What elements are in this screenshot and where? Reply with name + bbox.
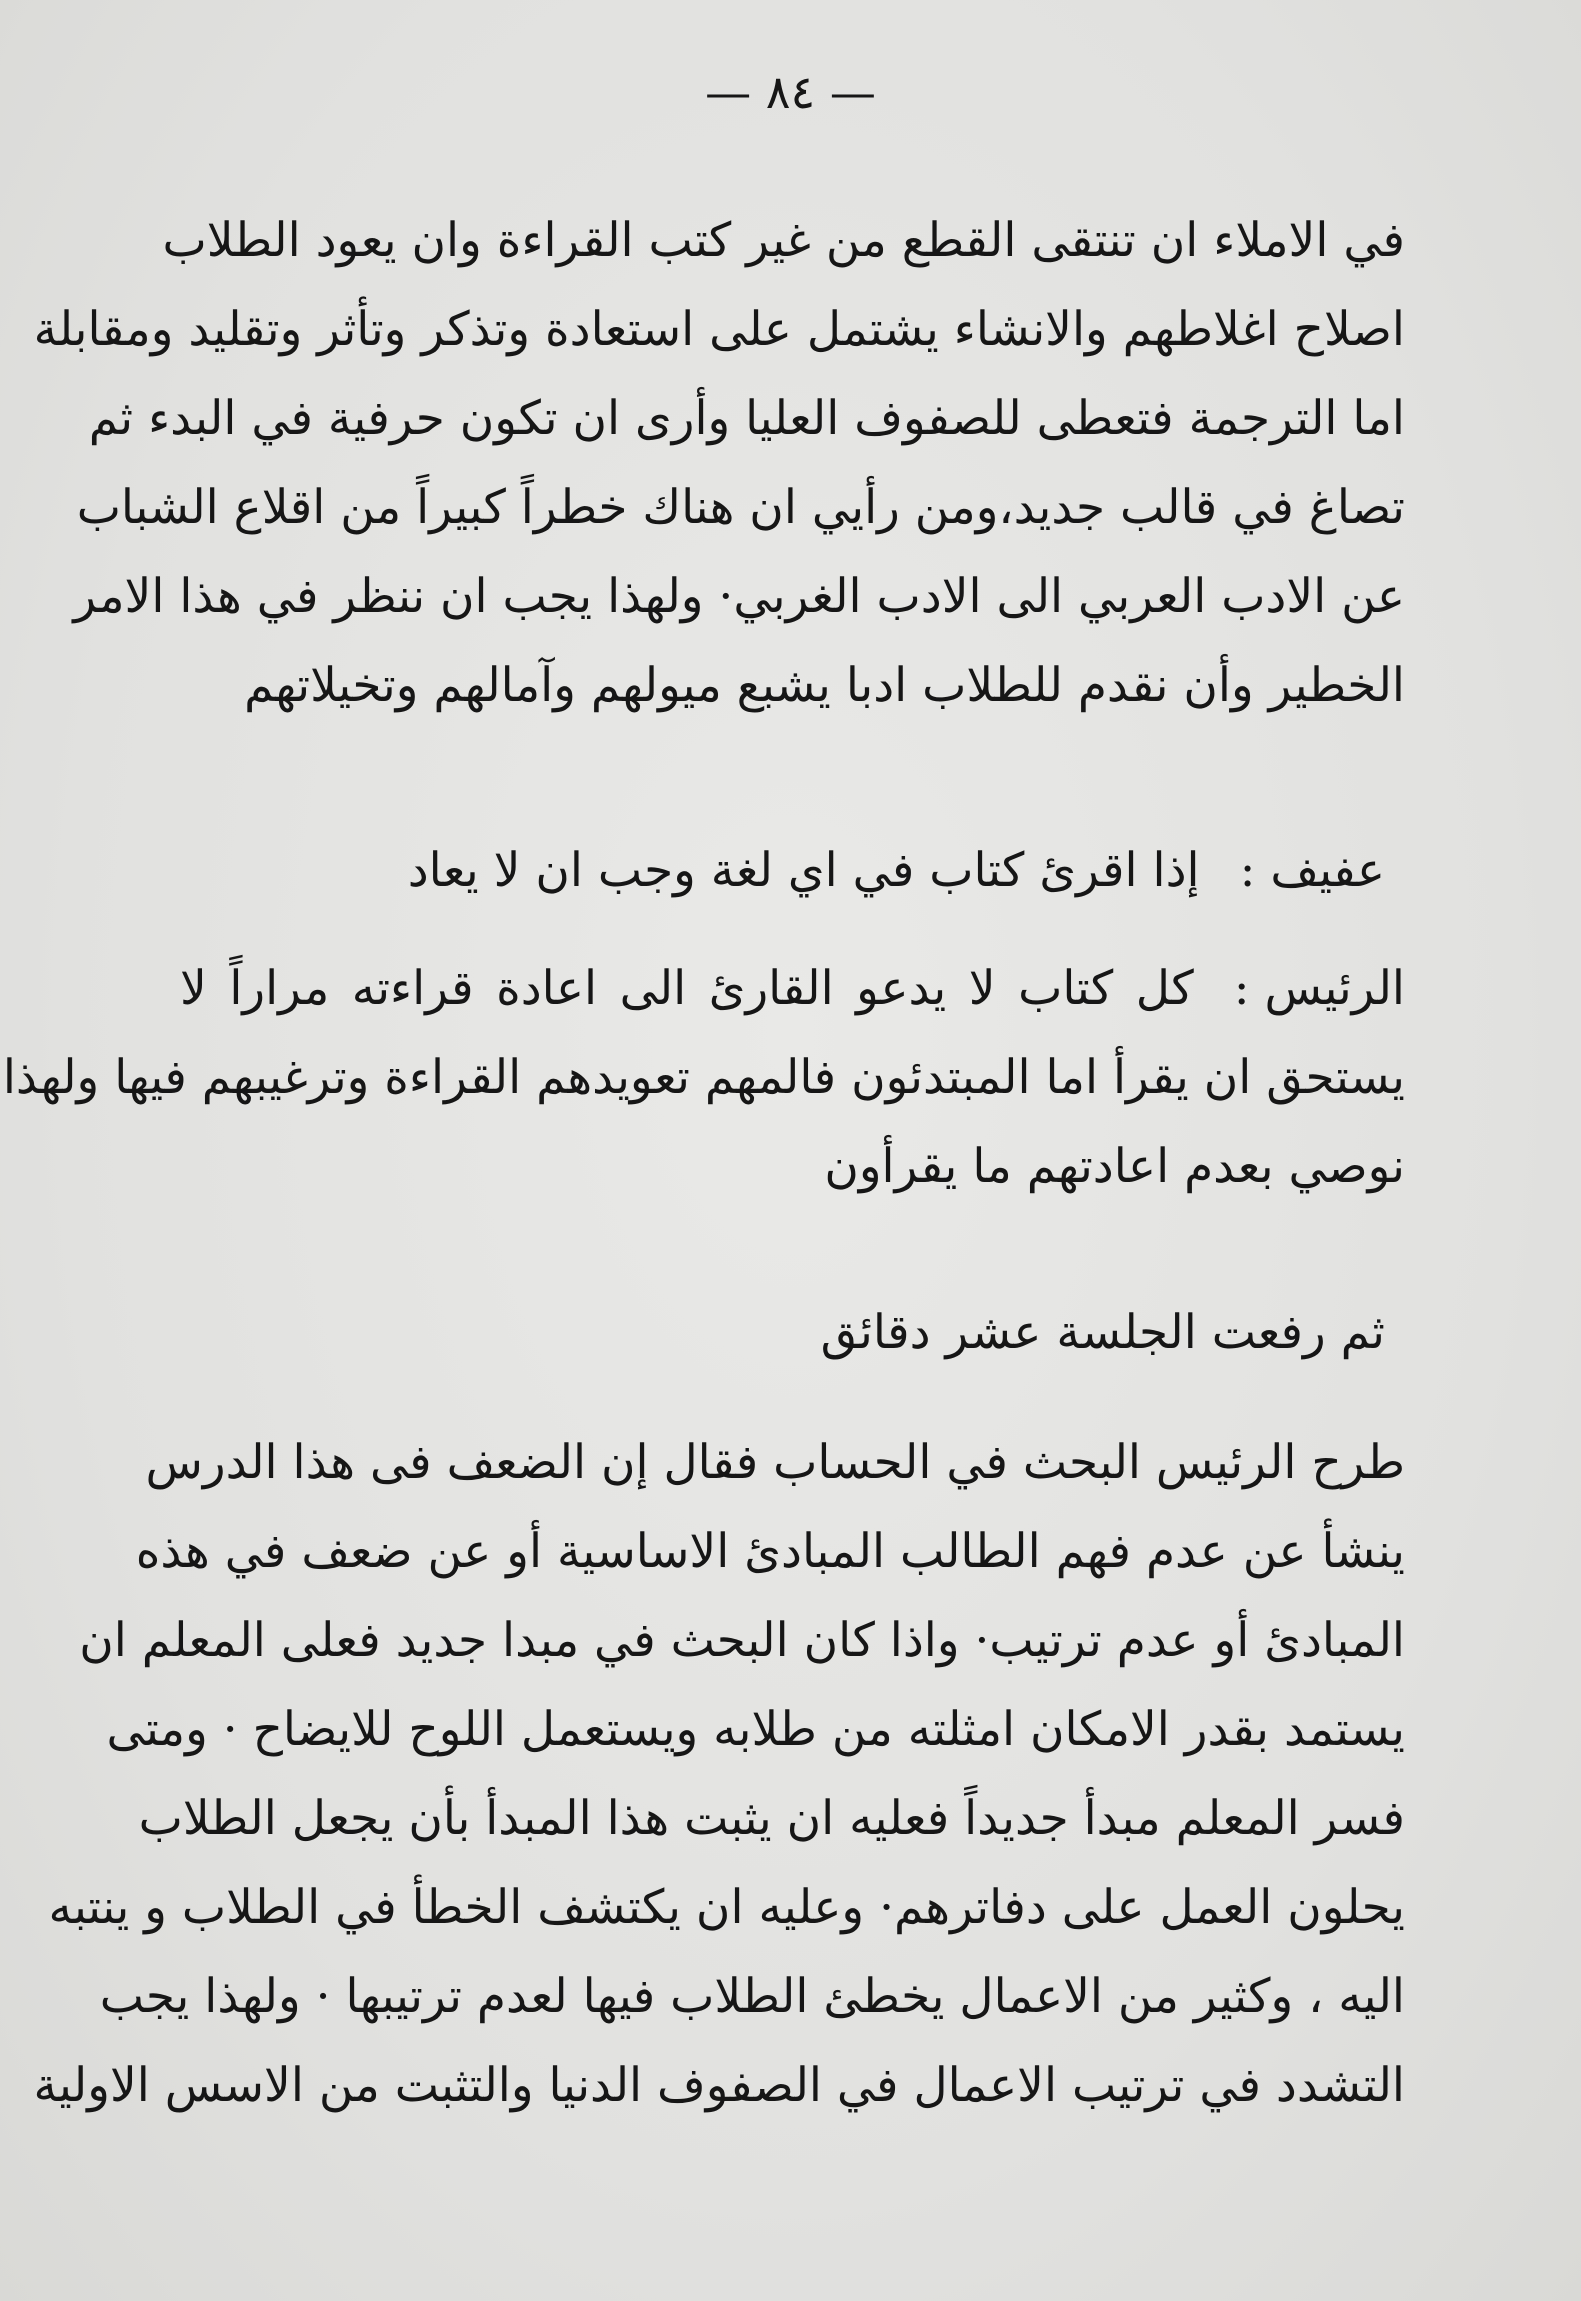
text-line: اما الترجمة فتعطى للصفوف العليا وأرى ان تكون حرفية في البدء ثم	[88, 391, 1405, 446]
paragraph-2	[180, 826, 1405, 915]
speech-text: كل كتاب لا يدعو القارئ الى اعادة قراءته مراراً لا	[180, 961, 1194, 1016]
text-line: طرح الرئيس البحث في الحساب فقال إن الضعف فى هذا الدرس	[145, 1435, 1405, 1490]
paragraph-3	[2, 944, 1405, 1211]
text-line: تصاغ في قالب جديد،ومن رأيي ان هناك خطراً كبيراً من اقلاع الشباب	[76, 480, 1405, 535]
text-line: اصلاح اغلاطهم والانشاء يشتمل على استعادة وتذكر وتأثر وتقليد ومقابلة	[33, 302, 1405, 357]
text-line: يستمد بقدر الامكان امثلته من طلابه ويستعمل اللوح للايضاح · ومتى	[106, 1702, 1405, 1757]
text-line	[180, 944, 1405, 1033]
text-line: عن الادب العربي الى الادب الغربي· ولهذا يجب ان ننظر في هذا الامر	[73, 569, 1405, 624]
text-line: اليه ، وكثير من الاعمال يخطئ الطلاب فيها لعدم ترتيبها · ولهذا يجب	[99, 1969, 1405, 2024]
paragraph-4	[180, 1288, 1405, 1377]
speaker-name: عفيف :	[1239, 843, 1385, 898]
text-line: في الاملاء ان تنتقى القطع من غير كتب القراءة وان يعود الطلاب	[162, 213, 1405, 268]
text-line: المبادئ أو عدم ترتيب· واذا كان البحث في مبدا جديد فعلى المعلم ان	[79, 1613, 1405, 1668]
speaker-name: الرئيس :	[1233, 961, 1405, 1016]
page-number: — ٨٤ —	[705, 65, 876, 119]
text-line: التشدد في ترتيب الاعمال في الصفوف الدنيا والتثبت من الاسس الاولية	[33, 2058, 1405, 2113]
text-line: فسر المعلم مبدأ جديداً فعليه ان يثبت هذا المبدأ بأن يجعل الطلاب	[138, 1791, 1405, 1846]
paragraph-5	[33, 1418, 1405, 2130]
speech-text: إذا اقرئ كتاب في اي لغة وجب ان لا يعاد	[407, 843, 1200, 898]
text-line: يستحق ان يقرأ اما المبتدئون فالمهم تعويدهم القراءة وترغيبهم فيها ولهذا	[2, 1050, 1405, 1105]
text-line: ينشأ عن عدم فهم الطالب المبادئ الاساسية أو عن ضعف في هذه	[135, 1524, 1405, 1579]
paragraph-1	[33, 196, 1405, 730]
text-line: ثم رفعت الجلسة عشر دقائق	[820, 1305, 1385, 1360]
text-line: يحلون العمل على دفاترهم· وعليه ان يكتشف الخطأ في الطلاب و ينتبه	[48, 1880, 1405, 1935]
text-line	[180, 826, 1405, 915]
text-line: نوصي بعدم اعادتهم ما يقرأون	[824, 1139, 1405, 1194]
text-line: الخطير وأن نقدم للطلاب ادبا يشبع ميولهم وآمالهم وتخيلاتهم	[244, 658, 1405, 713]
